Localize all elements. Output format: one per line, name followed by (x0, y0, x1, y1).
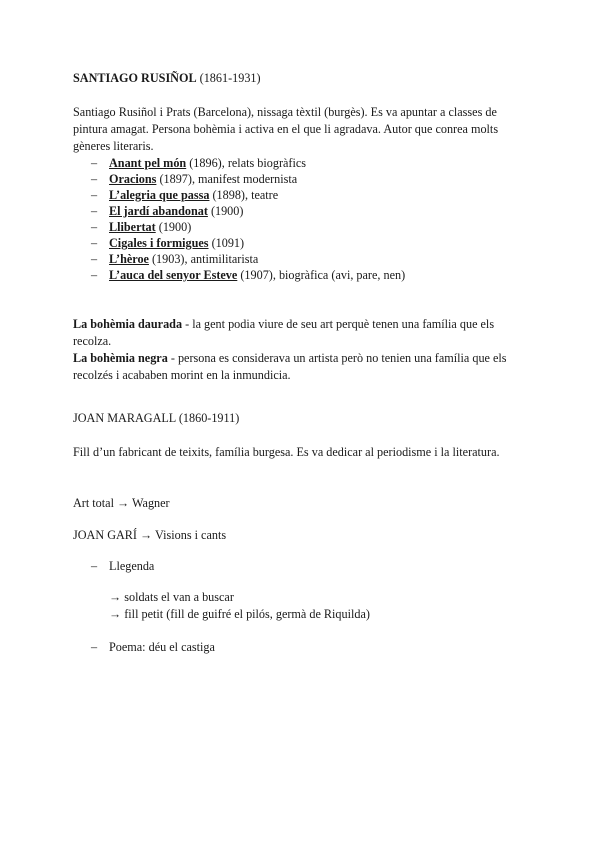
work-detail: (1897), manifest modernista (156, 172, 298, 186)
rusinol-intro: Santiago Rusiñol i Prats (Barcelona), nissaga tèxtil (burgès). Es va apuntar a classes de pintura amagat. Persona bohèmia i activa en el que li agradava. Autor que conrea molts gèneres literaris. (73, 105, 499, 153)
work-item (73, 155, 533, 171)
work-detail: (1898), teatre (209, 188, 279, 202)
maragall-intro: Fill d’un fabricant de teixits, família burgesa. Es va dedicar al periodisme i la literatura. (73, 445, 500, 459)
work-item (73, 219, 533, 235)
author-years: (1861-1931) (199, 71, 261, 85)
work-detail: (1903), antimilitarista (148, 252, 259, 266)
work-detail: (1900) (155, 220, 192, 234)
work-item (73, 203, 533, 219)
boheme-daurada-term: La bohèmia daurada (73, 317, 183, 331)
work-item (73, 171, 533, 187)
work-title: L’alegria que passa (109, 188, 210, 202)
llegenda-sub-item: → soldats el van a buscar (109, 590, 234, 604)
boheme-daurada-text: - la gent podia viure de seu art perquè tenen una família que els recolza. (73, 317, 495, 348)
work-item (73, 267, 533, 283)
poema-dash: – (91, 640, 98, 654)
llegenda-dash: – (91, 559, 98, 573)
work-title: Cigales i formigues (109, 236, 209, 250)
work-item (73, 187, 533, 203)
boheme-negra (73, 350, 533, 384)
boheme-negra-text: - persona es considerava un artista però no tenien una família que els recolzés i acababen morint en la inmundicia. (73, 351, 507, 382)
work-title: Oracions (109, 172, 157, 186)
work-item (73, 251, 533, 267)
work-detail: (1896), relats biogràfics (186, 156, 307, 170)
work-detail: (1091) (208, 236, 245, 250)
work-detail: (1900) (207, 204, 244, 218)
llegenda-sub-item: → fill petit (fill de guifré el pilós, germà de Riquilda) (109, 607, 370, 621)
work-item (73, 235, 533, 251)
section-heading-rusinol (73, 70, 533, 87)
boheme-negra-term: La bohèmia negra (73, 351, 168, 365)
works-list (73, 155, 533, 283)
work-title: El jardí abandonat (109, 204, 208, 218)
joan-gari-line: JOAN GARÍ → Visions i cants (73, 528, 227, 542)
boheme-daurada (73, 316, 533, 350)
work-title: Llibertat (109, 220, 156, 234)
work-title: Anant pel món (109, 156, 187, 170)
llegenda-item: Llegenda (109, 559, 155, 573)
work-title: L’hèroe (109, 252, 149, 266)
art-total-line: Art total → Wagner (73, 496, 170, 510)
author-name: SANTIAGO RUSIÑOL (73, 71, 197, 85)
section-heading-maragall: JOAN MARAGALL (1860-1911) (73, 411, 240, 425)
work-detail: (1907), biogràfica (avi, pare, nen) (237, 268, 406, 282)
work-title: L’auca del senyor Esteve (109, 268, 238, 282)
poema-item: Poema: déu el castiga (109, 640, 215, 654)
works-list-container (73, 155, 533, 283)
